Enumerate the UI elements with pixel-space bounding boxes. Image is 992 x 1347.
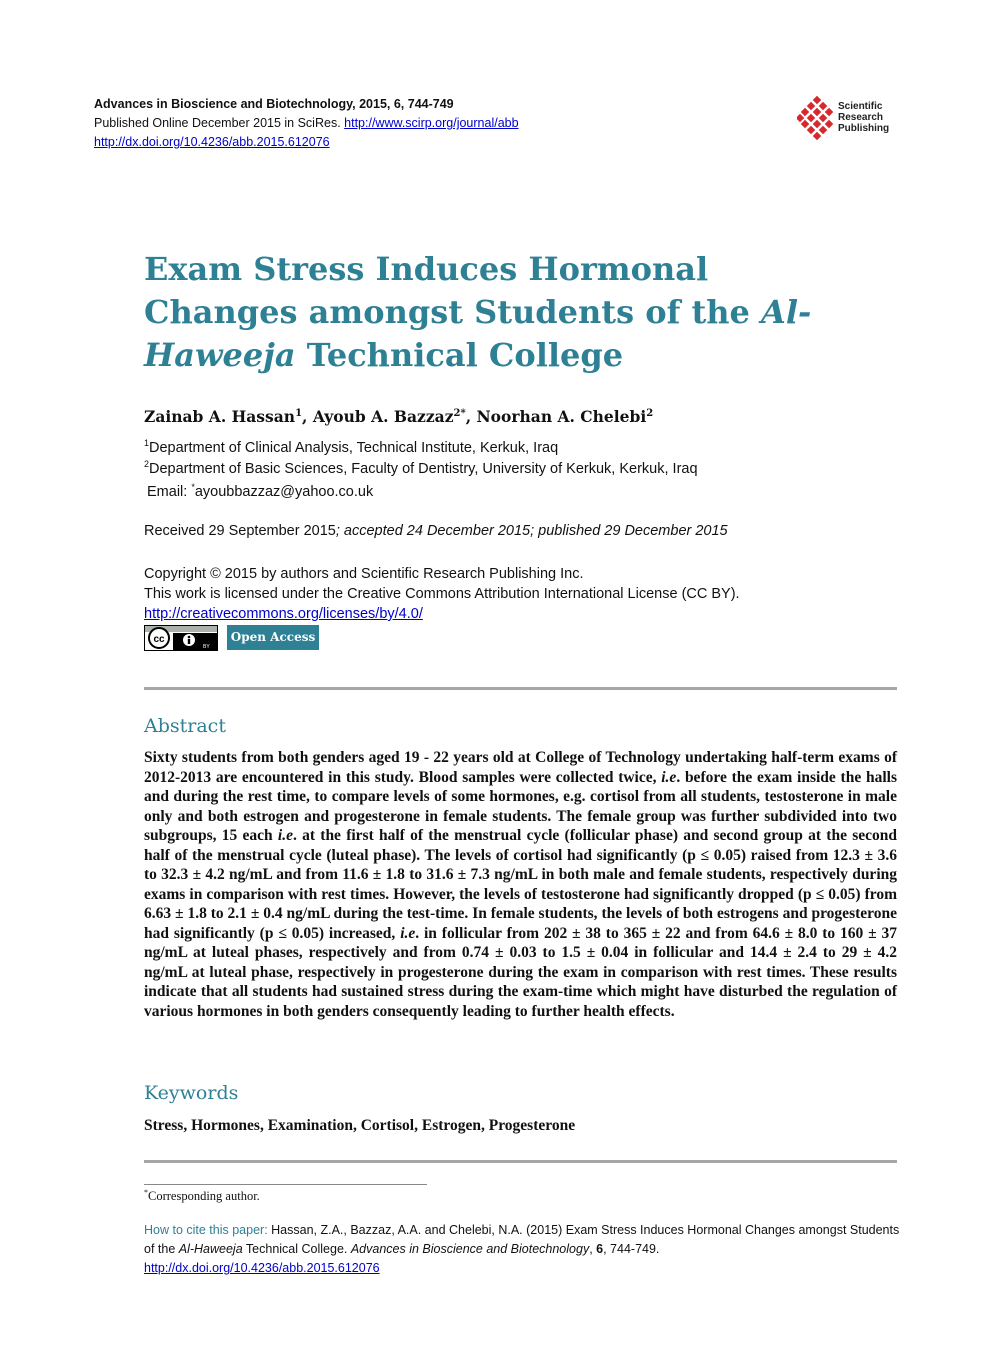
logo-line-2: Research xyxy=(838,112,884,123)
license-line: This work is licensed under the Creative Commons Attribution International License (CC BY). xyxy=(144,586,740,602)
affiliation-2 xyxy=(144,459,698,477)
abstract-text-1: Sixty students from both genders aged 19 - 22 years old at College of Technology undertaking half-term exams of 2012-2013 are encountered in this study. Blood samples were collected twice, xyxy=(144,749,897,786)
section-divider xyxy=(144,1160,897,1163)
keywords-heading: Keywords xyxy=(144,1082,239,1104)
published-date: ; published 29 December 2015 xyxy=(530,523,728,539)
citation-text-2: Technical College. xyxy=(242,1242,351,1256)
abstract-ie-3: i.e xyxy=(400,924,416,942)
affiliation-1 xyxy=(144,438,558,456)
publisher-logo xyxy=(797,96,907,140)
affiliation-2-mark: 2 xyxy=(144,459,150,469)
footnote-mark: * xyxy=(144,1188,148,1197)
open-access-badge[interactable]: Open Access xyxy=(227,625,319,650)
citation-journal: Advances in Bioscience and Biotechnology xyxy=(350,1242,590,1256)
svg-text:BY: BY xyxy=(203,644,210,650)
title-part-1: Exam Stress Induces Hormonal Changes amongst Students of the xyxy=(144,250,762,331)
citation-label: How to cite this paper: xyxy=(144,1223,268,1237)
abstract-text-2: . before the exam inside the halls and during the rest time, to compare levels of some hormones, e.g. cortisol from all students, testosterone in male only and both estrogen and progesterone in female students. The female group was further subdivided into two subgroups, 15 each xyxy=(144,768,897,844)
copyright-block xyxy=(144,564,740,624)
citation-doi-link[interactable]: http://dx.doi.org/10.4236/abb.2015.612076 xyxy=(144,1261,380,1275)
journal-header xyxy=(94,95,519,152)
email-address[interactable]: ayoubbazzaz@yahoo.co.uk xyxy=(194,483,374,500)
author-2: Ayoub A. Bazzaz xyxy=(312,407,454,426)
citation-text-3: , xyxy=(589,1242,597,1256)
published-text: Published Online December 2015 in SciRes. xyxy=(94,116,341,130)
author-sep: , xyxy=(302,407,313,426)
email-mark: * xyxy=(191,482,195,492)
author-list xyxy=(144,407,653,426)
journal-link[interactable]: http://www.scirp.org/journal/abb xyxy=(344,116,519,130)
footnote xyxy=(144,1188,260,1204)
author-1: Zainab A. Hassan xyxy=(144,407,296,426)
footnote-rule xyxy=(144,1184,427,1185)
article-dates xyxy=(144,523,728,539)
affiliation-1-text: Department of Clinical Analysis, Technical Institute, Kerkuk, Iraq xyxy=(149,439,559,456)
published-line xyxy=(94,114,519,133)
citation-italic: Al-Haweeja xyxy=(178,1242,243,1256)
logo-wordmark xyxy=(838,101,889,134)
author-3-affil: 2 xyxy=(646,407,654,419)
logo-line-3: Publishing xyxy=(838,123,890,134)
footnote-text: Corresponding author. xyxy=(148,1189,260,1204)
affiliation-2-text: Department of Basic Sciences, Faculty of Dentistry, University of Kerkuk, Kerkuk, Iraq xyxy=(149,460,698,477)
received-date: Received 29 September 2015 xyxy=(144,523,336,539)
cc-by-icon xyxy=(145,626,217,650)
title-italic: Al-Haweeja xyxy=(144,293,812,374)
logo-line-1: Scientific xyxy=(838,101,883,112)
author-sep: , xyxy=(465,407,477,426)
email-label: Email: xyxy=(147,483,192,500)
citation-text-4: , 744-749. xyxy=(603,1242,660,1256)
citation-block xyxy=(144,1221,904,1278)
abstract-ie-1: i.e xyxy=(661,768,677,786)
license-link[interactable]: http://creativecommons.org/licenses/by/4.0/ xyxy=(144,606,423,622)
abstract-text-4: . in follicular from 202 ± 38 to 365 ± 22 and from 64.6 ± 8.0 to 160 ± 37 ng/mL at luteal phases, respectively and from 0.74 ± 0.03 to 1.5 ± 0.04 in follicular and 14.4 ± 2.4 to 29 ± 4.2 ng/mL at luteal phase, respectively in progesterone during the exam in comparison with rest times. These results indicate that all students had sustained stress during the exam-time which might have disturbed the regulation of various hormones in both genders consequently leading to further health effects. xyxy=(144,924,897,1020)
scirp-diamond-icon xyxy=(797,96,837,140)
abstract-text-3: . at the first half of the menstrual cycle (follicular phase) and second group at the second half of the menstrual cycle (luteal phase). The levels of cortisol had significantly (p ≤ 0.05) raised from 12.3 ± 3.6 to 32.3 ± 4.2 ng/mL and from 11.6 ± 1.8 to 31.6 ± 7.3 ng/mL in both male and female students, respectively during exams in comparison with rest times. However, the levels of testosterone had significantly dropped (p ≤ 0.05) from 6.63 ± 1.8 to 2.1 ± 0.4 ng/mL during the test-time. In female students, the levels of both estrogens and progesterone had significantly (p ≤ 0.05) increased, xyxy=(144,827,897,942)
keywords-list: Stress, Hormones, Examination, Cortisol, Estrogen, Progesterone xyxy=(144,1117,576,1134)
title-part-2: Technical College xyxy=(295,336,624,374)
author-2-affil: 2* xyxy=(453,407,466,419)
affiliation-1-mark: 1 xyxy=(144,438,150,448)
paper-title xyxy=(144,248,864,377)
section-divider xyxy=(144,687,897,690)
citation-text-1: Hassan, Z.A., Bazzaz, A.A. and Chelebi, N.A. (2015) Exam Stress Induces Hormonal Changes amongst Students of the xyxy=(144,1223,900,1256)
cc-by-badge[interactable] xyxy=(144,625,218,651)
citation-volume: 6 xyxy=(596,1242,604,1256)
doi-link[interactable]: http://dx.doi.org/10.4236/abb.2015.612076 xyxy=(94,135,330,149)
author-1-affil: 1 xyxy=(295,407,303,419)
journal-citation: Advances in Bioscience and Biotechnology, 2015, 6, 744-749 xyxy=(94,97,454,111)
copyright-line: Copyright © 2015 by authors and Scientific Research Publishing Inc. xyxy=(144,566,584,582)
abstract-body xyxy=(144,748,897,1021)
author-3: Noorhan A. Chelebi xyxy=(476,407,647,426)
abstract-heading: Abstract xyxy=(144,715,226,737)
svg-text:cc: cc xyxy=(153,634,165,645)
accepted-date: ; accepted 24 December 2015 xyxy=(335,523,531,539)
abstract-ie-2: i.e xyxy=(277,827,293,844)
email-line xyxy=(147,482,373,500)
